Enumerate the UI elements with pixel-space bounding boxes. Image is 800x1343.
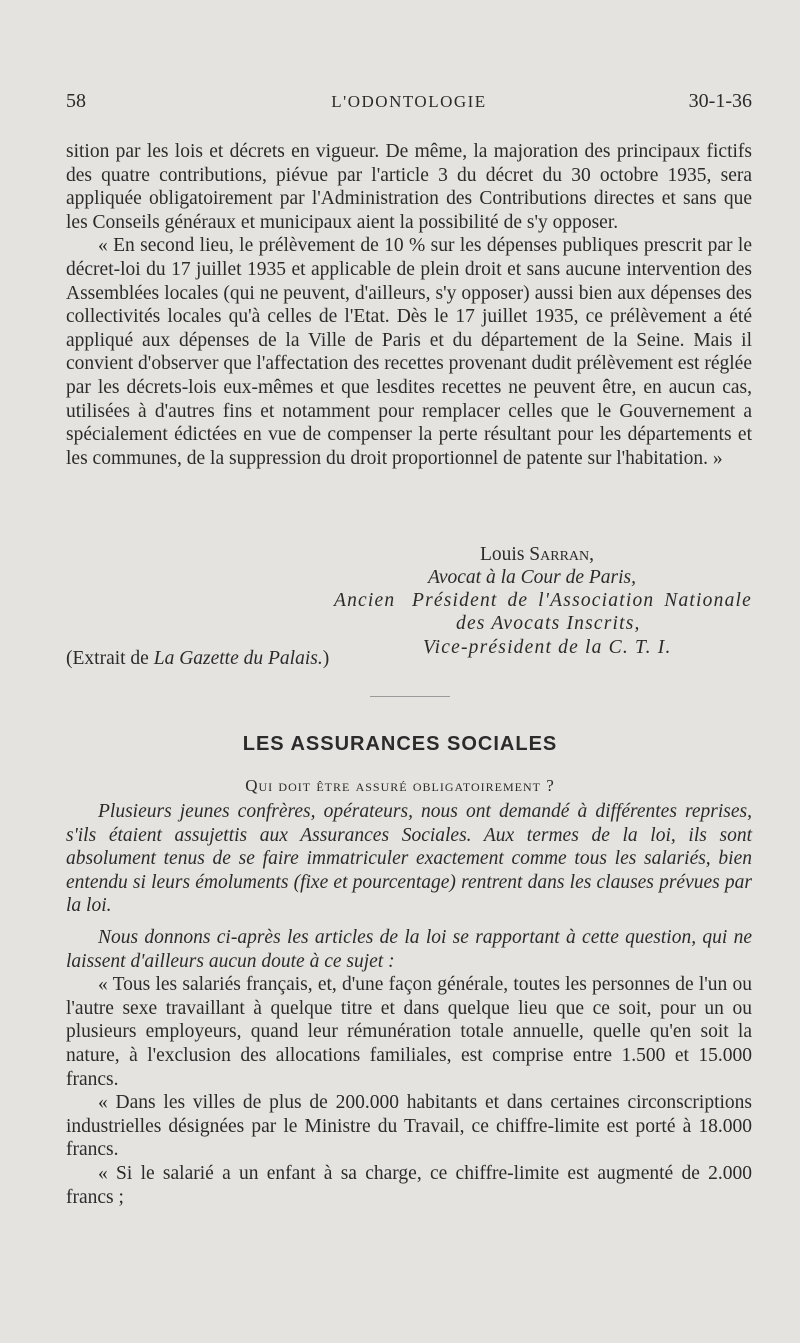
signature-former-prefix: Ancien xyxy=(334,590,396,611)
section-body xyxy=(66,800,752,1209)
signature-title-line: Vice-président de la C. T. I. xyxy=(423,637,672,658)
intro-paragraph: Plusieurs jeunes confrères, opérateurs, nous ont demandé à différentes reprises, s'ils étaient assujettis aux Assurances Sociales. Aux termes de la loi, ils sont absolument tenus de se faire immatriculer exactement comme tous les salariés, bien entendu si leurs émoluments (fixe et pourcentage) rentrent dans les clauses prévues par la loi. xyxy=(66,801,752,917)
signature-name xyxy=(480,543,594,567)
signature-last-name: Sarran, xyxy=(529,544,595,565)
journal-title: L'ODONTOLOGIE xyxy=(331,92,487,111)
article-body xyxy=(66,140,752,470)
intro-paragraph: Nous donnons ci-après les articles de la loi se rapportant à cette question, qui ne laissent d'ailleurs aucun doute à ce sujet : xyxy=(66,926,752,972)
page-number: 58 xyxy=(66,90,86,112)
signature-title-line: Président de l'Association Nationale xyxy=(412,590,752,611)
section-title: LES ASSURANCES SOCIALES xyxy=(242,733,558,755)
section-divider xyxy=(370,696,450,697)
signature-first-name: Louis xyxy=(480,544,525,565)
signature-title-line: Avocat à la Cour de Paris, xyxy=(428,567,636,588)
source-note xyxy=(66,648,329,670)
page-header xyxy=(66,90,752,118)
source-publication: La Gazette du Palais. xyxy=(153,648,323,669)
section-subtitle: Qui doit être assuré obligatoirement ? xyxy=(245,776,555,795)
article-paragraph: « En second lieu, le prélèvement de 10 % sur les dépenses publiques prescrit par le décret-loi du 17 juillet 1935 et applicable de plein droit et sans aucune intervention des Assemblées locales (qui ne peuvent, d'ailleurs, s'y opposer) aussi bien aux dépenses des collectivités locales qu'à celles de l'Etat. Dès le 17 juillet 1935, ce prélèvement a été appliqué aux dépenses de la Ville de Paris et du département de la Seine. Mais il convient d'observer que l'affectation des recettes provenant dudit prélèvement est réglée par les décrets-lois eux-mêmes et que lesdites recettes ne peuvent être, en aucun cas, utilisées à d'autres fins et notamment pour remplacer celles que le Gouvernement a spécialement édictées en vue de compenser la perte résultant pour les départements et les communes, de la suppression du droit proportionnel de patente sur l'habitation. » xyxy=(66,235,752,469)
issue-date: 30-1-36 xyxy=(688,90,752,112)
article-paragraph: sition par les lois et décrets en vigueur. De même, la majoration des principaux fictifs des quatre contributions, piévue par l'article 3 du décret du 30 octobre 1935, sera appliquée obligatoirement par l'Administration des Contributions directes et sans que les Conseils généraux et municipaux aient la possibilité de s'y opposer. xyxy=(66,141,752,233)
law-paragraph: « Dans les villes de plus de 200.000 habitants et dans certaines circonscriptions industrielles désignées par le Ministre du Travail, ce chiffre-limite est porté à 18.000 francs. xyxy=(66,1092,752,1161)
source-prefix: (Extrait de xyxy=(66,648,149,669)
law-paragraph: « Si le salarié a un enfant à sa charge, ce chiffre-limite est augmenté de 2.000 francs ; xyxy=(66,1162,752,1208)
law-paragraph: « Tous les salariés français, et, d'une façon générale, toutes les personnes de l'un ou l'autre sexe travaillant à quelque titre et dans quelque lieu que ce soit, pour un ou plusieurs employeurs, quand leur rémunération totale annuelle, quelle qu'en soit la nature, à l'exclusion des allocations familiales, est comprise entre 1.500 et 15.000 francs. xyxy=(66,974,752,1090)
source-suffix: ) xyxy=(322,648,330,669)
signature-title-line: des Avocats Inscrits, xyxy=(456,613,641,634)
